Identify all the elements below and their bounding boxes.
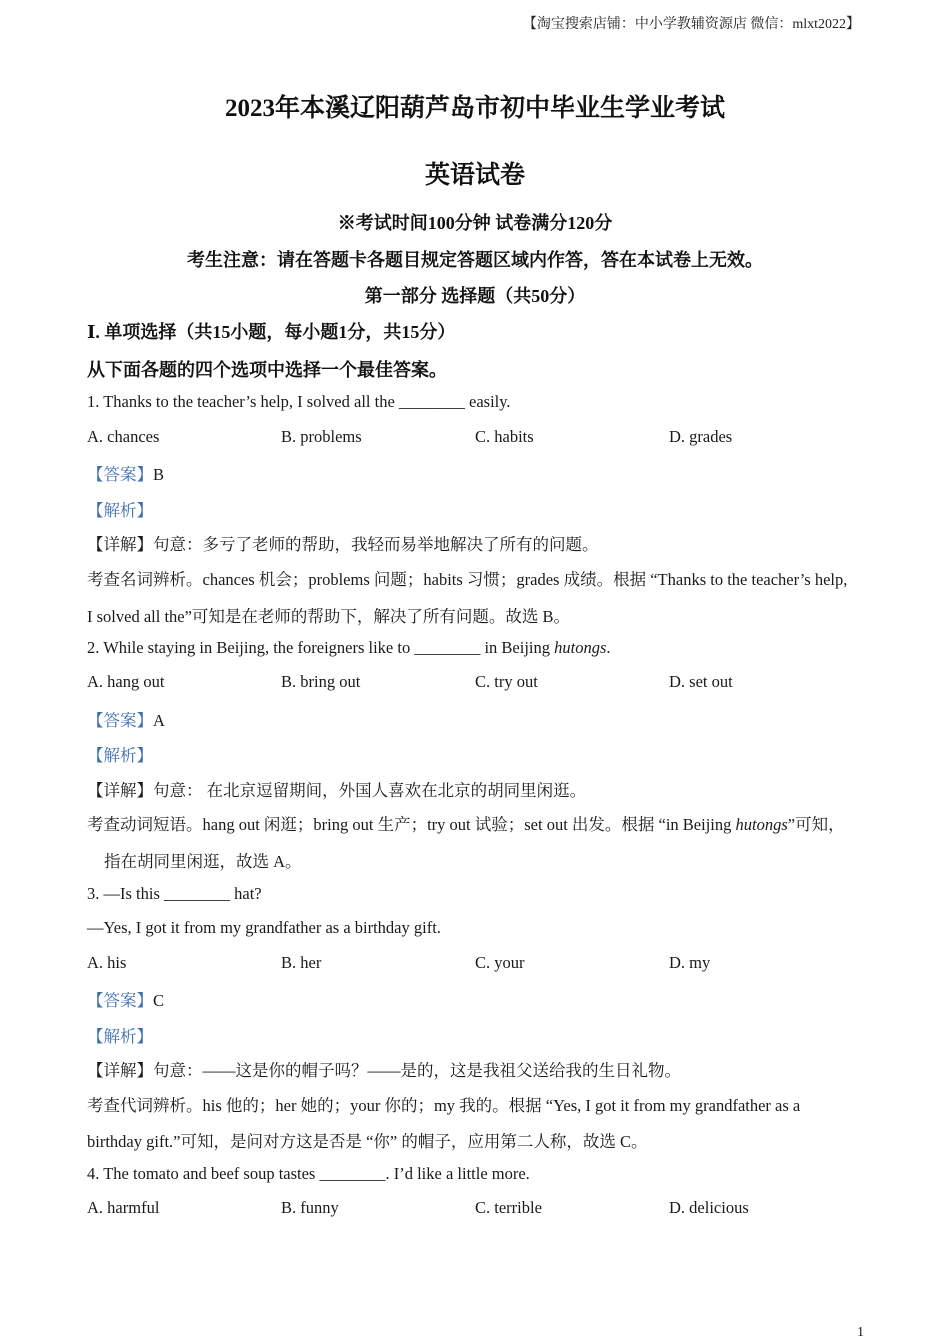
q2-detail [87, 777, 586, 801]
q2-option-d: D. set out [669, 672, 733, 691]
answer-label: 【答案】 [87, 711, 153, 730]
q1-detail [87, 531, 599, 555]
header-note: 【淘宝搜索店铺：中小学教辅资源店 微信：mlxt2022】 [522, 17, 860, 32]
detail-label: 【详解】 [87, 1061, 153, 1080]
q3-detail [87, 1057, 681, 1081]
q2-stem-italic: hutongs [554, 638, 607, 657]
q2-explain-2: 指在胡同里闲逛，故选 A。 [104, 852, 302, 871]
q1-answer [87, 461, 164, 485]
q3-stem-2: —Yes, I got it from my grandfather as a birthday gift. [87, 918, 441, 937]
exam-info: ※考试时间100分钟 试卷满分120分 [337, 213, 613, 233]
exam-subtitle: 英语试卷 [424, 162, 525, 189]
page-number: 1 [857, 1325, 864, 1340]
part-heading: 第一部分 选择题（共50分） [364, 286, 586, 306]
q3-option-a: A. his [87, 953, 127, 972]
q2-explain-italic: hutongs [735, 815, 788, 834]
q2-explain-end: ”可知， [787, 815, 845, 834]
q2-answer-value: A [153, 711, 165, 730]
q3-option-c: C. your [475, 953, 525, 972]
q4-option-d: D. delicious [669, 1198, 749, 1217]
q3-option-b: B. her [281, 953, 322, 972]
q4-option-a: A. harmful [87, 1198, 160, 1217]
q2-answer [87, 707, 165, 731]
q3-stem-1: 3. —Is this ________ hat? [87, 884, 262, 903]
section-heading: Ⅰ. 单项选择（共15小题，每小题1分，共15分） [87, 322, 456, 342]
q2-stem-text: 2. While staying in Beijing, the foreigners like to ________ in Beijing [87, 638, 555, 657]
q1-explain-2: I solved all the”可知是在老师的帮助下，解决了所有问题。故选 B。 [87, 607, 571, 626]
q2-stem-end: . [606, 638, 611, 657]
q2-option-c: C. try out [475, 672, 538, 691]
q1-explain-1: 考查名词辨析。chances 机会；problems 问题；habits 习惯；grades 成绩。根据 “Thanks to the teacher’s help, [87, 570, 848, 589]
section-instruction: 从下面各题的四个选项中选择一个最佳答案。 [87, 360, 447, 380]
q1-answer-value: B [153, 465, 165, 484]
q3-answer [87, 987, 164, 1011]
q3-option-d: D. my [669, 953, 711, 972]
q4-stem: 4. The tomato and beef soup tastes ________. I’d like a little more. [87, 1164, 530, 1183]
q2-option-a: A. hang out [87, 672, 165, 691]
q1-option-c: C. habits [475, 427, 534, 446]
q2-explain-1 [87, 811, 845, 835]
answer-label: 【答案】 [87, 465, 153, 484]
exam-title: 2023年本溪辽阳葫芦岛市初中毕业生学业考试 [224, 95, 725, 122]
q3-explain-1: 考查代词辨析。his 他的；her 她的；your 你的；my 我的。根据 “Yes, I got it from my grandfather as a [87, 1096, 801, 1115]
q1-meaning: 句意：多亏了老师的帮助，我轻而易举地解决了所有的问题。 [153, 535, 599, 554]
q1-option-b: B. problems [281, 427, 362, 446]
q2-explain-text: 考查动词短语。hang out 闲逛；bring out 生产；try out 试验；set out 出发。根据 “in Beijing [87, 815, 736, 834]
q4-option-c: C. terrible [475, 1198, 542, 1217]
detail-label: 【详解】 [87, 535, 153, 554]
q2-stem [87, 638, 611, 658]
answer-label: 【答案】 [87, 991, 153, 1010]
q1-option-a: A. chances [87, 427, 160, 446]
detail-label: 【详解】 [87, 781, 153, 800]
q3-meaning: 句意：——这是你的帽子吗？——是的，这是我祖父送给我的生日礼物。 [153, 1061, 681, 1080]
exam-notice: 考生注意：请在答题卡各题目规定答题区域内作答，答在本试卷上无效。 [187, 250, 763, 270]
q2-meaning: 句意： 在北京逗留期间，外国人喜欢在北京的胡同里闲逛。 [153, 781, 587, 800]
q3-answer-value: C [153, 991, 165, 1010]
q3-analysis-label: 【解析】 [87, 1027, 153, 1046]
q2-option-b: B. bring out [281, 672, 361, 691]
q3-explain-2: birthday gift.”可知，是问对方这是否是 “你” 的帽子，应用第二人称，故选 C。 [87, 1132, 648, 1151]
q4-option-b: B. funny [281, 1198, 339, 1217]
q1-option-d: D. grades [669, 427, 733, 446]
q1-analysis-label: 【解析】 [87, 501, 153, 520]
q2-analysis-label: 【解析】 [87, 746, 153, 765]
q1-stem: 1. Thanks to the teacher’s help, I solved all the ________ easily. [87, 392, 511, 411]
